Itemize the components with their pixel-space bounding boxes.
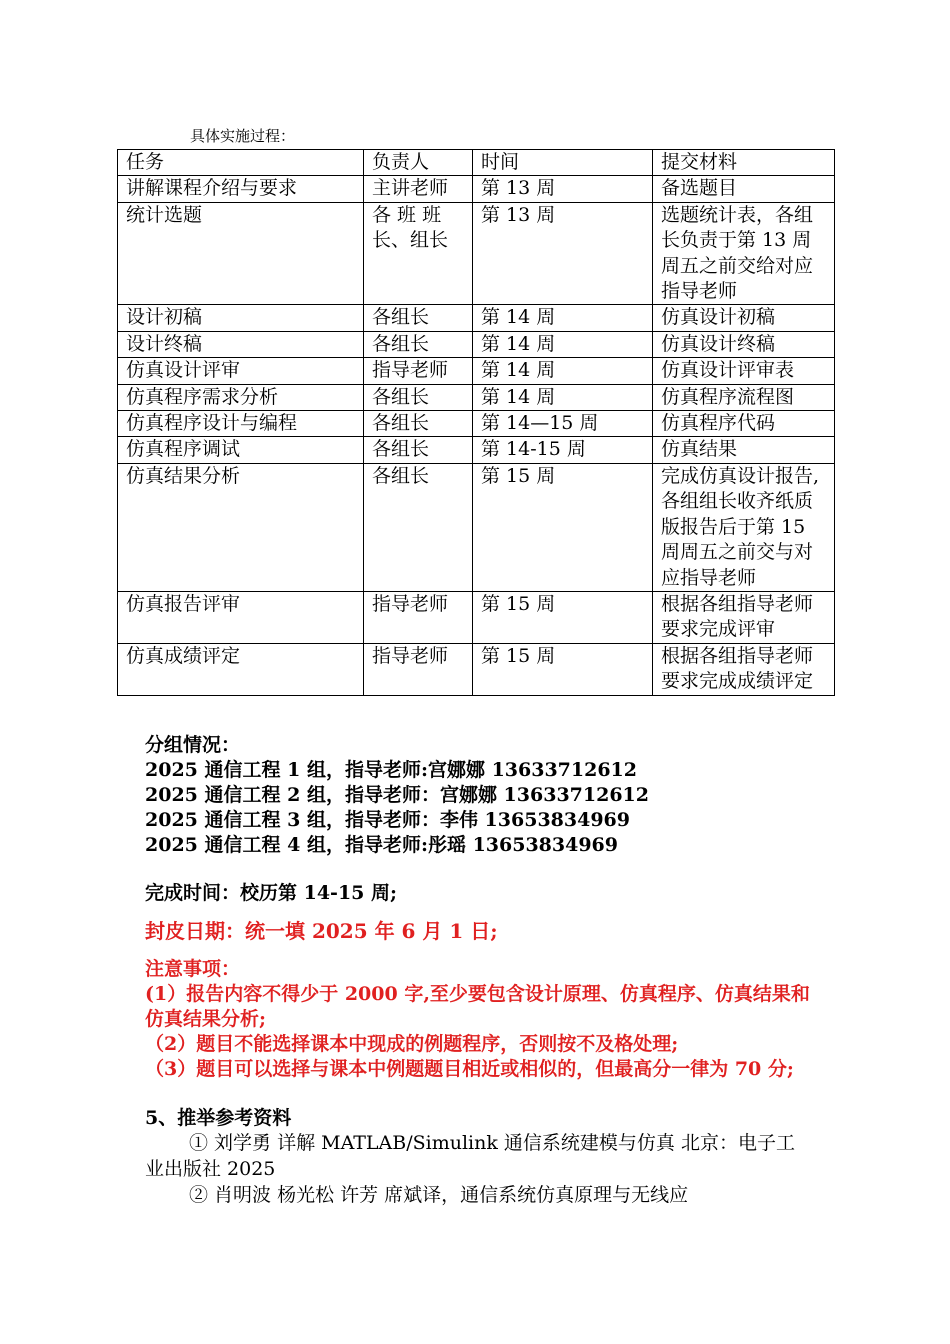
table-cell: 统计选题 <box>118 202 364 305</box>
table-row <box>118 305 835 331</box>
reference-item: ① 刘学勇 详解 MATLAB/Simulink 通信系统建模与仿真 北京：电子工业出版社 2025 <box>145 1132 795 1180</box>
table-cell: 仿真设计评审 <box>118 358 364 384</box>
table-cell: 仿真程序设计与编程 <box>118 411 364 437</box>
table-cell: 第 13 周 <box>473 176 653 202</box>
table-row <box>118 202 835 305</box>
table-cell: 各组长 <box>364 305 473 331</box>
table-header-cell: 时间 <box>473 150 653 176</box>
table-cell: 第 15 周 <box>473 463 653 591</box>
table-cell: 第 14 周 <box>473 331 653 357</box>
table-header-cell: 提交材料 <box>653 150 835 176</box>
table-cell: 仿真程序流程图 <box>653 384 835 410</box>
table-cell: 仿真结果分析 <box>118 463 364 591</box>
table-cell: 第 15 周 <box>473 643 653 695</box>
table-cell: 指导老师 <box>364 591 473 643</box>
table-header-row <box>118 150 835 176</box>
table-cell: 各组长 <box>364 384 473 410</box>
table-cell: 第 14 周 <box>473 384 653 410</box>
table-cell: 选题统计表，各组长负责于第 13 周周五之前交给对应指导老师 <box>653 202 835 305</box>
notes-section <box>145 957 810 1082</box>
reference-item: ② 肖明波 杨光松 许芳 席斌译，通信系统仿真原理与无线应 <box>189 1184 689 1206</box>
table-cell: 第 14—15 周 <box>473 411 653 437</box>
table-cell: 仿真设计终稿 <box>653 331 835 357</box>
notes-heading: 注意事项： <box>145 958 241 980</box>
table-cell: 设计终稿 <box>118 331 364 357</box>
table-row <box>118 358 835 384</box>
table-caption: 具体实施过程： <box>190 127 296 145</box>
table-header-cell: 任务 <box>118 150 364 176</box>
table-row <box>118 176 835 202</box>
grouping-section <box>145 733 649 858</box>
completion-time: 完成时间：校历第 14-15 周; <box>145 882 398 904</box>
note-item: （3）题目可以选择与课本中例题题目相近或相似的，但最高分一律为 70 分; <box>145 1058 794 1080</box>
group-line: 2025 通信工程 4 组，指导老师:彤瑶 13653834969 <box>145 834 618 856</box>
table-cell: 各组长 <box>364 437 473 463</box>
table-cell: 备选题目 <box>653 176 835 202</box>
table-cell: 第 14 周 <box>473 358 653 384</box>
table-row <box>118 463 835 591</box>
table-cell: 指导老师 <box>364 358 473 384</box>
table-cell: 完成仿真设计报告,各组组长收齐纸质版报告后于第 15 周周五之前交与对应指导老师 <box>653 463 835 591</box>
table-cell: 各组长 <box>364 463 473 591</box>
cover-date: 封皮日期：统一填 2025 年 6 月 1 日; <box>145 919 498 943</box>
table-cell: 第 14 周 <box>473 305 653 331</box>
table-cell: 仿真设计评审表 <box>653 358 835 384</box>
table-header-cell: 负责人 <box>364 150 473 176</box>
table-cell: 根据各组指导老师要求完成评审 <box>653 591 835 643</box>
table-row <box>118 437 835 463</box>
note-item: (1）报告内容不得少于 2000 字,至少要包含设计原理、仿真程序、仿真结果和仿真结果分析; <box>145 983 810 1030</box>
table-cell: 仿真成绩评定 <box>118 643 364 695</box>
schedule-table <box>117 149 835 696</box>
table-row <box>118 591 835 643</box>
table-cell: 第 13 周 <box>473 202 653 305</box>
grouping-heading: 分组情况： <box>145 734 241 756</box>
table-cell: 指导老师 <box>364 643 473 695</box>
table-cell: 仿真结果 <box>653 437 835 463</box>
group-line: 2025 通信工程 2 组，指导老师：宫娜娜 13633712612 <box>145 784 649 806</box>
table-row <box>118 331 835 357</box>
table-cell: 仿真报告评审 <box>118 591 364 643</box>
table-row <box>118 643 835 695</box>
table-cell: 第 14-15 周 <box>473 437 653 463</box>
group-line: 2025 通信工程 1 组，指导老师:宫娜娜 13633712612 <box>145 759 637 781</box>
table-row <box>118 411 835 437</box>
note-item: （2）题目不能选择课本中现成的例题程序，否则按不及格处理; <box>145 1033 679 1055</box>
references-heading: 5、推举参考资料 <box>145 1107 292 1129</box>
table-cell: 仿真程序代码 <box>653 411 835 437</box>
table-cell: 仿真程序调试 <box>118 437 364 463</box>
table-cell: 讲解课程介绍与要求 <box>118 176 364 202</box>
table-cell: 各组长 <box>364 331 473 357</box>
table-cell: 各 班 班长、组长 <box>364 202 473 305</box>
table-cell: 主讲老师 <box>364 176 473 202</box>
table-cell: 根据各组指导老师要求完成成绩评定 <box>653 643 835 695</box>
group-line: 2025 通信工程 3 组，指导老师：李伟 13653834969 <box>145 809 630 831</box>
table-row <box>118 384 835 410</box>
table-cell: 第 15 周 <box>473 591 653 643</box>
table-cell: 各组长 <box>364 411 473 437</box>
table-cell: 仿真设计初稿 <box>653 305 835 331</box>
table-cell: 仿真程序需求分析 <box>118 384 364 410</box>
table-cell: 设计初稿 <box>118 305 364 331</box>
